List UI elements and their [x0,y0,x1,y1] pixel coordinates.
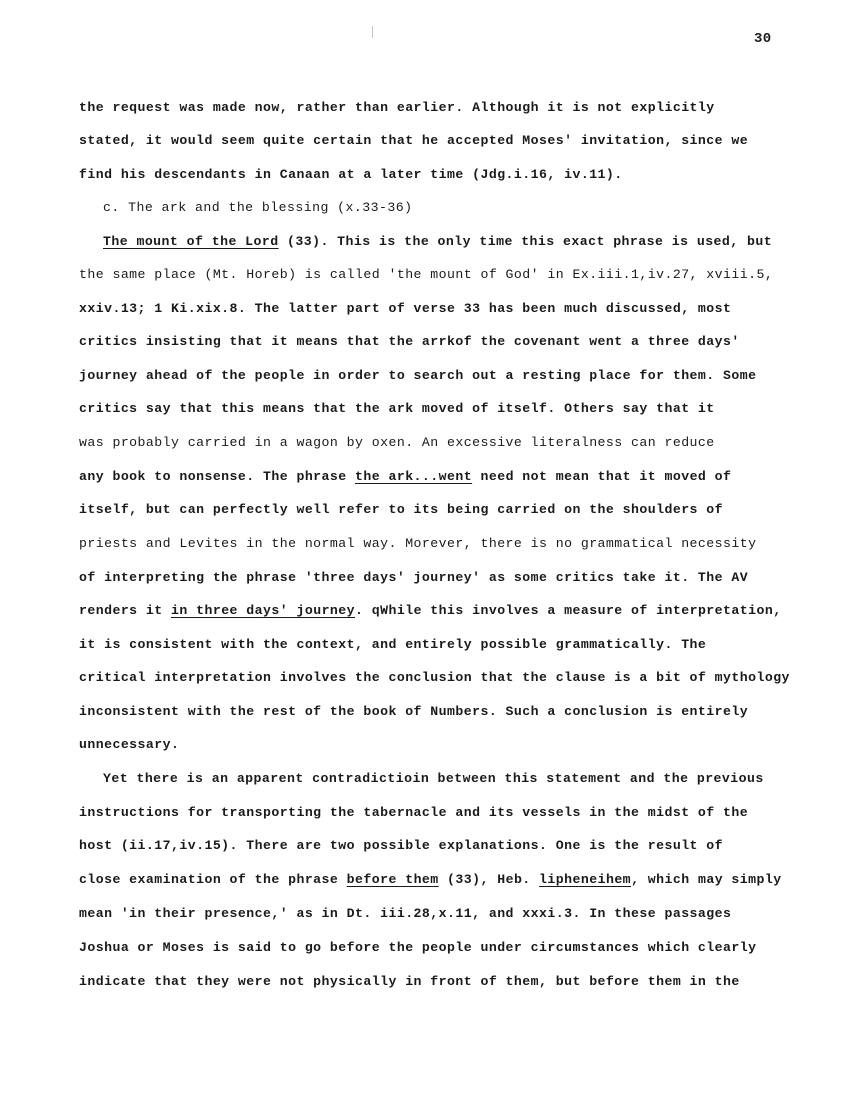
text-segment: c. The ark and the blessing (x.33-36) [103,200,413,215]
underlined-phrase: before them [346,872,439,887]
text-segment: any book to nonsense. The phrase [79,469,356,484]
text-line [79,400,715,418]
text-segment: instructions for transporting the tabernacle and its vessels in the midst of the [79,805,749,820]
text-line [79,468,731,486]
text-segment: close examination of the phrase [79,872,347,887]
text-segment: journey ahead of the people in order to search out a resting place for them. Some [79,368,757,383]
text-segment: stated, it would seem quite certain that he accepted Moses' invitation, since we [79,133,749,148]
text-segment: it is consistent with the context, and entirely possible grammatically. The [79,637,707,652]
text-segment: unnecessary. [79,737,180,752]
text-segment: was probably carried in a wagon by oxen. An excessive literalness can reduce [79,435,715,450]
text-segment: itself, but can perfectly well refer to its being carried on the shoulders of [79,502,724,517]
text-line [79,166,623,184]
text-segment: (33). This is the only time this exact phrase is used, but [278,234,773,249]
text-line [79,300,731,318]
text-line [79,602,782,620]
text-segment: priests and Levites in the normal way. Morever, there is no grammatical necessity [79,536,757,551]
text-segment: inconsistent with the rest of the book of Numbers. Such a conclusion is entirely [79,704,749,719]
text-line [79,669,790,687]
text-line [79,99,715,117]
text-segment: Joshua or Moses is said to go before the people under circumstances which clearly [79,940,757,955]
underlined-phrase: lipheneihem [539,872,632,887]
text-line [79,837,723,855]
text-segment: (33), Heb. [438,872,540,887]
underlined-phrase: the ark...went [355,469,473,484]
text-line [79,434,715,452]
text-line [79,636,706,654]
text-segment: renders it [79,603,172,618]
text-line [79,333,740,351]
text-segment: Yet there is an apparent contradictioin between this statement and the previous [103,771,764,786]
text-line [79,736,179,754]
text-line [79,501,723,519]
text-line [79,703,748,721]
text-line [103,199,412,217]
text-segment: need not mean that it moved of [472,469,732,484]
text-segment: critics say that this means that the ark moved of itself. Others say that it [79,401,715,416]
text-segment: the same place (Mt. Horeb) is called 'the mount of God' in Ex.iii.1,iv.27, xviii.5, [79,267,774,282]
text-line [79,266,773,284]
underlined-phrase: in three days' journey [171,603,356,618]
text-line [79,939,756,957]
text-segment: host (ii.17,iv.15). There are two possible explanations. One is the result of [79,838,724,853]
text-line [79,132,748,150]
text-line [79,871,782,889]
text-segment: xxiv.13; 1 Ki.xix.8. The latter part of verse 33 has been much discussed, most [79,301,732,316]
text-line [79,367,756,385]
text-segment: the request was made now, rather than earlier. Although it is not explicitly [79,100,715,115]
text-segment: critical interpretation involves the conclusion that the clause is a bit of mythology [79,670,790,685]
text-line [79,973,740,991]
text-line [79,905,731,923]
page-number: 30 [754,31,772,47]
text-line [103,233,772,251]
text-segment: indicate that they were not physically in front of them, but before them in the [79,974,740,989]
text-segment: , which may simply [631,872,782,887]
text-segment: find his descendants in Canaan at a later time (Jdg.i.16, iv.11). [79,167,623,182]
text-segment: of interpreting the phrase 'three days' journey' as some critics take it. The AV [79,570,749,585]
text-line [79,535,756,553]
text-line [103,770,764,788]
underlined-phrase: The mount of the Lord [103,234,279,249]
text-segment: critics insisting that it means that the arrkof the covenant went a three days' [79,334,740,349]
scan-mark [372,26,373,38]
text-segment: mean 'in their presence,' as in Dt. iii.28,x.11, and xxxi.3. In these passages [79,906,732,921]
text-line [79,804,748,822]
text-segment: . qWhile this involves a measure of interpretation, [355,603,782,618]
text-line [79,569,748,587]
